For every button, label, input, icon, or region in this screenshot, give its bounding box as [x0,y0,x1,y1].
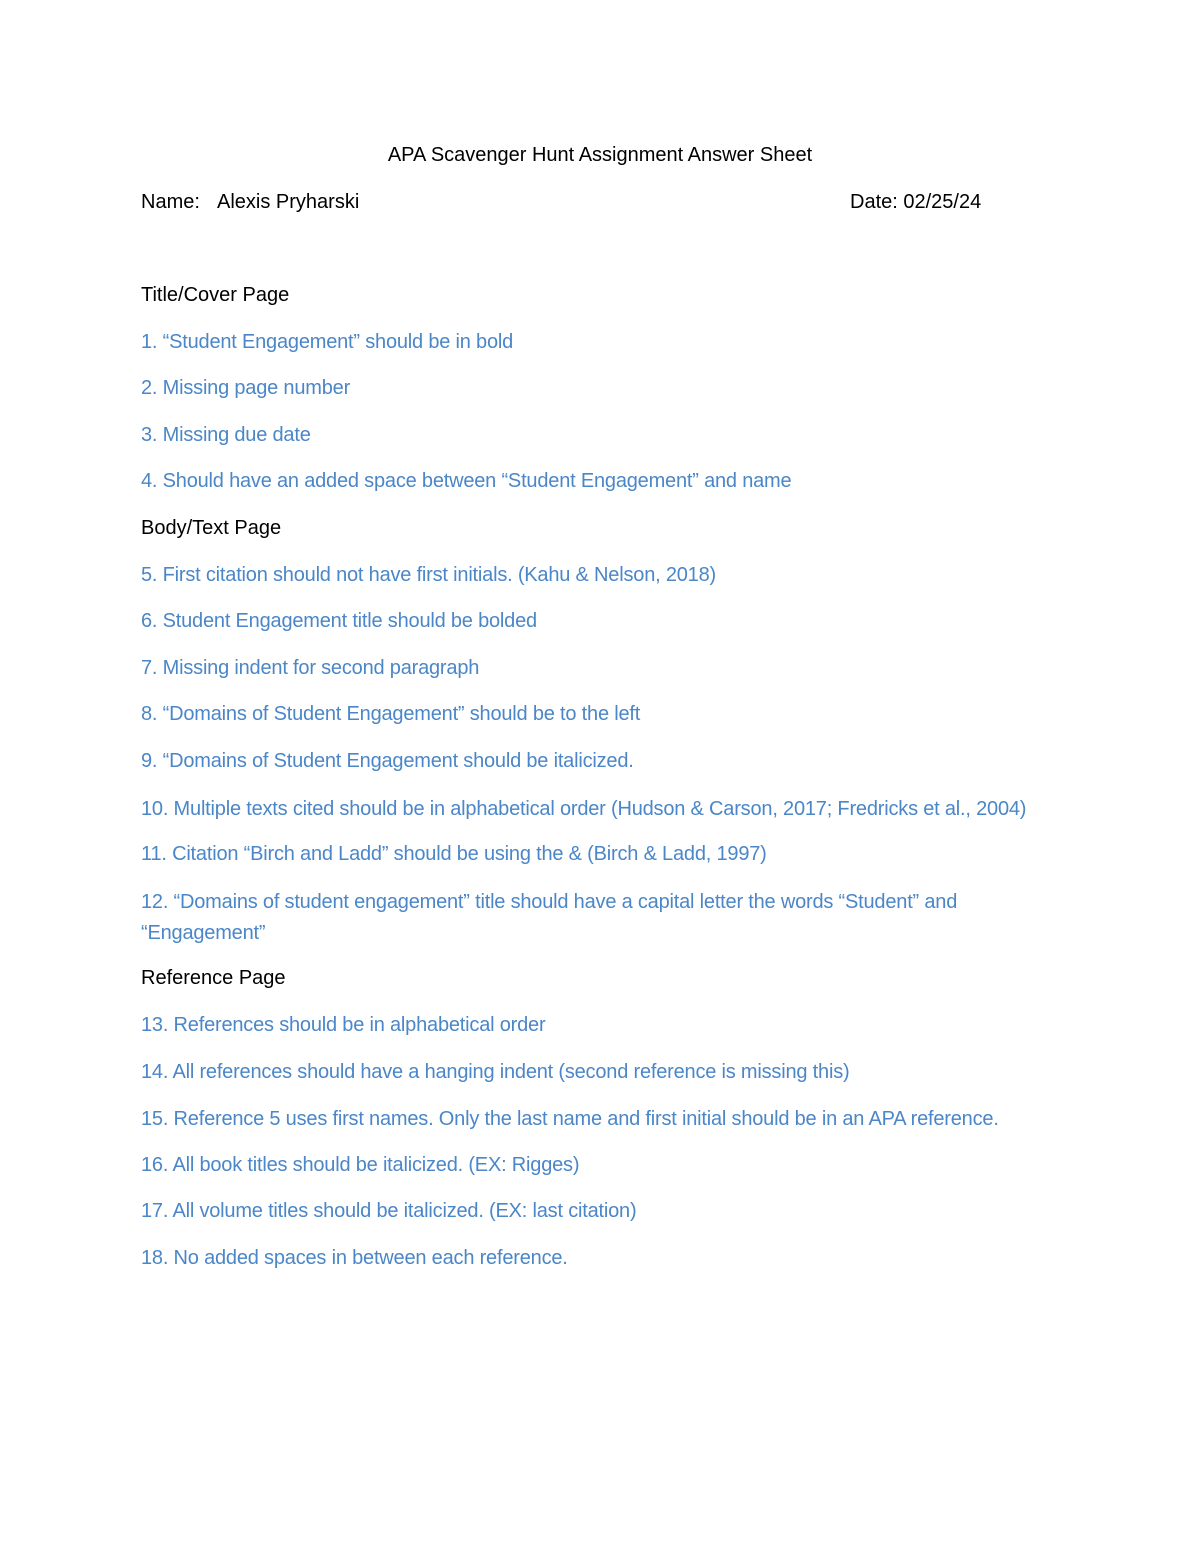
date-label: Date: [850,191,898,213]
section-title-cover [141,281,1046,495]
answer-item: 2. Missing page number [141,377,351,400]
answer-item: 17. All volume titles should be italicized. (EX: last citation) [141,1200,637,1223]
answer-item: 16. All book titles should be italicized. (EX: Rigges) [141,1153,580,1176]
answer-item: 18. No added spaces in between each reference. [141,1246,568,1269]
document-title: APA Scavenger Hunt Assignment Answer Sheet [387,144,813,166]
answer-item: 3. Missing due date [141,423,311,446]
name-label: Name: [141,191,200,213]
answer-item: 10. Multiple texts cited should be in alphabetical order (Hudson & Carson, 2017; Fredricks et al., 2004) [141,797,1027,820]
answer-item: 1. “Student Engagement” should be in bold [141,330,514,353]
section-reference [141,964,1046,1272]
name-date-row [141,188,1001,216]
date-group [850,188,981,216]
answer-item: 9. “Domains of Student Engagement should be italicized. [141,749,634,772]
date-value: 02/25/24 [903,191,982,213]
answer-item: 5. First citation should not have first initials. (Kahu & Nelson, 2018) [141,563,716,586]
answer-item: 7. Missing indent for second paragraph [141,656,480,679]
section-heading: Body/Text Page [141,516,282,539]
answer-item: 13. References should be in alphabetical order [141,1013,546,1036]
answer-content [141,281,1046,1290]
answer-item: 12. “Domains of student engagement” title should have a capital letter the words “Student” and “Engagement” [141,890,958,944]
section-heading: Reference Page [141,967,286,990]
answer-item: 15. Reference 5 uses first names. Only the last name and first initial should be in an APA reference. [141,1108,999,1131]
answer-item: 14. All references should have a hanging indent (second reference is missing this) [141,1060,850,1083]
name-value: Alexis Pryharski [217,191,360,213]
answer-item: 11. Citation “Birch and Ladd” should be using the & (Birch & Ladd, 1997) [141,843,767,866]
section-body-text [141,514,1046,949]
answer-item: 6. Student Engagement title should be bolded [141,610,537,633]
answer-item: 8. “Domains of Student Engagement” should be to the left [141,703,641,726]
section-heading: Title/Cover Page [141,284,290,306]
answer-item: 4. Should have an added space between “Student Engagement” and name [141,470,792,493]
